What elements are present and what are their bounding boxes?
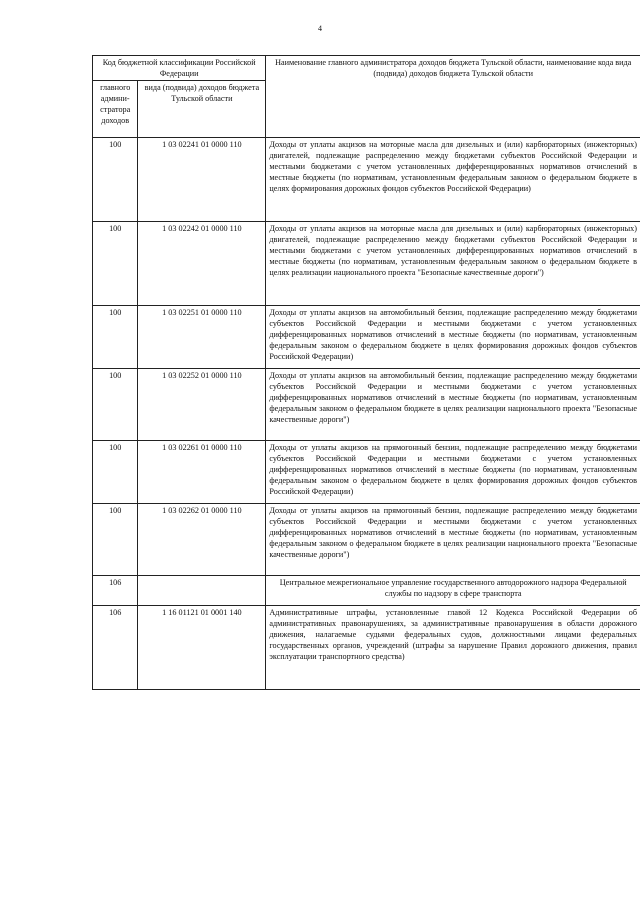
- page-number: 4: [318, 24, 322, 33]
- revenue-name-cell: Доходы от уплаты акцизов на автомобильный бензин, подлежащие распределению между бюджетами субъектов Российской Федерации и местными бюджетами с учетом установленных дифференцированных нормативов отчислений в местные бюджеты (по нормативам, установленным федеральным законом о федеральном бюджете в целях реализации национального проекта "Безопасные качественные дороги"): [266, 369, 640, 441]
- admin-code-cell: 100: [93, 306, 138, 369]
- revenue-code-cell: 1 03 02242 01 0000 110: [138, 222, 266, 306]
- revenue-code-cell: 1 03 02251 01 0000 110: [138, 306, 266, 369]
- table-row: [93, 441, 640, 504]
- revenue-code-cell: 1 03 02262 01 0000 110: [138, 504, 266, 576]
- revenue-name-cell: Доходы от уплаты акцизов на моторные масла для дизельных и (или) карбюраторных (инжекторных) двигателей, подлежащие распределению между бюджетами субъектов Российской Федерации и местными бюджетами с учетом установленных дифференцированных нормативов отчислений в местные бюджеты (по нормативам, установленным федеральным законом о федеральном бюджете в целях формирования дорожных фондов субъектов Российской Федерации): [266, 138, 640, 222]
- revenue-code-cell: 1 03 02261 01 0000 110: [138, 441, 266, 504]
- table-row: [93, 369, 640, 441]
- revenue-name-cell: Доходы от уплаты акцизов на автомобильный бензин, подлежащие распределению между бюджетами субъектов Российской Федерации и местными бюджетами с учетом установленных дифференцированных нормативов отчислений в местные бюджеты (по нормативам, установленным федеральным законом о федеральном бюджете в целях формирования дорожных фондов субъектов Российской Федерации): [266, 306, 640, 369]
- table-row: [93, 606, 640, 690]
- classification-header: Код бюджетной классификации Российской Федерации: [93, 56, 266, 81]
- table-row-administrator: [93, 576, 640, 606]
- admin-name-header: Наименование главного администратора доходов бюджета Тульской области, наименование кода вида (подвида) доходов бюджета Тульской области: [266, 56, 640, 138]
- admin-code-cell: 100: [93, 138, 138, 222]
- revenue-code-cell: 1 03 02241 01 0000 110: [138, 138, 266, 222]
- table-row: [93, 504, 640, 576]
- admin-code-cell: 100: [93, 222, 138, 306]
- admin-code-cell: 106: [93, 576, 138, 606]
- revenue-name-cell: Административные штрафы, установленные главой 12 Кодекса Российской Федерации об административных правонарушениях, за административные правонарушения в области дорожного движения, налагаемые судьями федеральных судов, должностными лицами федеральных государственных органов, учреждений (штрафы за нарушение Правил дорожного движения, правил эксплуатации транспортного средства): [266, 606, 640, 690]
- revenue-code-cell: 1 16 01121 01 0001 140: [138, 606, 266, 690]
- administrator-name-cell: Центральное межрегиональное управление государственного автодорожного надзора Федеральной службы по надзору в сфере транспорта: [266, 576, 640, 606]
- revenue-name-cell: Доходы от уплаты акцизов на прямогонный бензин, подлежащие распределению между бюджетами субъектов Российской Федерации и местными бюджетами с учетом установленных дифференцированных нормативов отчислений в местные бюджеты (по нормативам, установленным федеральным законом о федеральном бюджете в целях реализации национального проекта "Безопасные качественные дороги"): [266, 504, 640, 576]
- revenue-classification-table: [92, 55, 640, 690]
- revenue-name-cell: Доходы от уплаты акцизов на моторные масла для дизельных и (или) карбюраторных (инжекторных) двигателей, подлежащие распределению между бюджетами субъектов Российской Федерации и местными бюджетами с учетом установленных дифференцированных нормативов отчислений в местные бюджеты (по нормативам, установленным федеральным законом о федеральном бюджете в целях реализации национального проекта "Безопасные качественные дороги"): [266, 222, 640, 306]
- revenue-code-header: вида (подвида) доходов бюджета Тульской области: [138, 81, 266, 138]
- table-row: [93, 306, 640, 369]
- revenue-code-cell: 1 03 02252 01 0000 110: [138, 369, 266, 441]
- table-row: [93, 138, 640, 222]
- admin-code-cell: 100: [93, 369, 138, 441]
- revenue-name-cell: Доходы от уплаты акцизов на прямогонный бензин, подлежащие распределению между бюджетами субъектов Российской Федерации и местными бюджетами с учетом установленных дифференцированных нормативов отчислений в местные бюджеты (по нормативам, установленным федеральным законом о федеральном бюджете в целях формирования дорожных фондов субъектов Российской Федерации): [266, 441, 640, 504]
- revenue-code-cell: [138, 576, 266, 606]
- admin-code-header: главного админи-стратора доходов: [93, 81, 138, 138]
- table-header-row: [93, 56, 640, 81]
- admin-code-cell: 106: [93, 606, 138, 690]
- table-row: [93, 222, 640, 306]
- admin-code-cell: 100: [93, 504, 138, 576]
- admin-code-cell: 100: [93, 441, 138, 504]
